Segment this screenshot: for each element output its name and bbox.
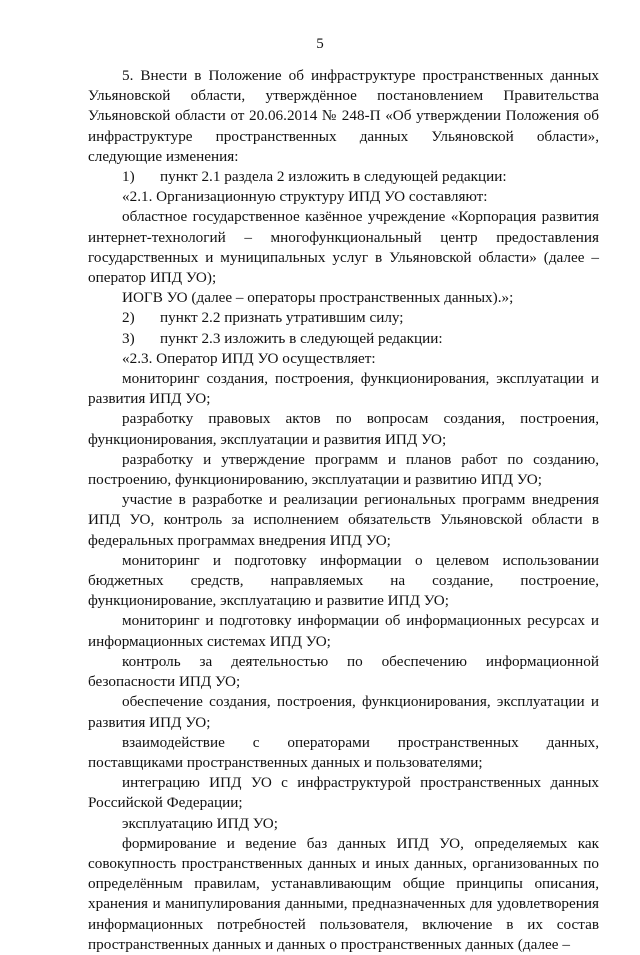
paragraph: «2.3. Оператор ИПД УО осуществляет:	[122, 349, 376, 367]
numbered-item	[88, 308, 599, 328]
item-text: пункт 2.3 изложить в следующей редакции:	[160, 329, 443, 347]
paragraph: интеграцию ИПД УО с инфраструктурой пространственных данных Российской Федерации;	[88, 774, 599, 812]
paragraph: формирование и ведение баз данных ИПД УО, определяемых как совокупность пространственных данных и иных данных, организованных по определённым правилам, устанавливающим общие принципы описания, хранения и манипулирования данными, предназначенных для удовлетворения информационных потребностей пользователя, включение в их состав пространственных данных и данных о пространственных данных (далее –	[88, 834, 599, 953]
numbered-item	[88, 329, 599, 349]
paragraph: участие в разработке и реализации региональных программ внедрения ИПД УО, контроль за исполнением обязательств Ульяновской области в федеральных программах внедрения ИПД УО;	[88, 491, 599, 549]
paragraph: мониторинг и подготовку информации об информационных ресурсах и информационных системах ИПД УО;	[88, 612, 599, 650]
page-number: 5	[316, 36, 324, 52]
numbered-item	[88, 167, 599, 187]
paragraph: обеспечение создания, построения, функционирования, эксплуатации и развития ИПД УО;	[88, 693, 599, 731]
item-number: 2)	[122, 309, 135, 327]
paragraph: мониторинг создания, построения, функционирования, эксплуатации и развития ИПД УО;	[88, 370, 599, 408]
item-text: пункт 2.2 признать утратившим силу;	[160, 309, 404, 327]
paragraph: ИОГВ УО (далее – операторы пространственных данных).»;	[122, 289, 514, 307]
paragraph: взаимодействие с операторами пространственных данных, поставщиками пространственных данных и пользователями;	[88, 733, 599, 771]
item-number: 3)	[122, 329, 135, 347]
item-number: 1)	[122, 168, 135, 186]
document-body	[88, 66, 599, 955]
paragraph: мониторинг и подготовку информации о целевом использовании бюджетных средств, направляемых на создание, построение, функционирование, эксплуатацию и развитие ИПД УО;	[88, 551, 599, 610]
paragraph: 5. Внести в Положение об инфраструктуре пространственных данных Ульяновской области, утверждённое постановлением Правительства Ульяновской области от 20.06.2014 № 248-П «Об утверждении Положения об инфраструктуре пространственных данных Ульяновской области», следующие изменения:	[88, 67, 599, 165]
paragraph: эксплуатацию ИПД УО;	[122, 814, 278, 832]
paragraph: разработку правовых актов по вопросам создания, построения, функционирования, эксплуатации и развития ИПД УО;	[88, 410, 599, 448]
paragraph: областное государственное казённое учреждение «Корпорация развития интернет-технологий – многофункциональный центр предоставления государственных и муниципальных услуг в Ульяновской области» (далее – оператор ИПД УО);	[88, 208, 599, 287]
paragraph: «2.1. Организационную структуру ИПД УО составляют:	[122, 188, 488, 206]
paragraph: контроль за деятельностью по обеспечению информационной безопасности ИПД УО;	[88, 652, 599, 691]
item-text: пункт 2.1 раздела 2 изложить в следующей редакции:	[160, 168, 507, 186]
paragraph: разработку и утверждение программ и планов работ по созданию, построению, функционированию, эксплуатации и развитию ИПД УО;	[88, 450, 599, 489]
